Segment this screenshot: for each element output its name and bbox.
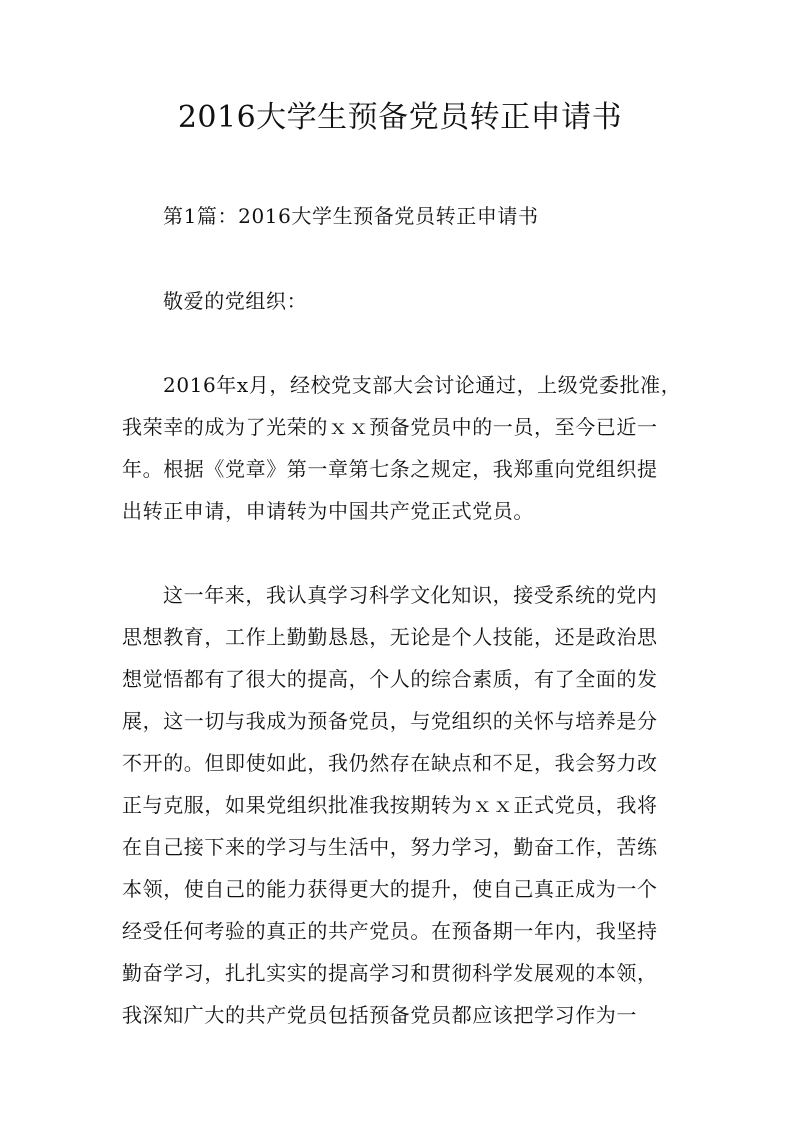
paragraph-2-line-10: 勤奋学习，扎扎实实的提高学习和贯彻科学发展观的本领， bbox=[122, 961, 658, 985]
paragraph-1-line-1: 2016年x月，经校党支部大会讨论通过，上级党委批准， bbox=[163, 373, 682, 397]
paragraph-2-line-7: 在自己接下来的学习与生活中，努力学习，勤奋工作，苦练 bbox=[122, 835, 658, 859]
paragraph-2-line-8: 本领，使自己的能力获得更大的提升，使自己真正成为一个 bbox=[122, 877, 658, 901]
paragraph-2-line-1: 这一年来，我认真学习科学文化知识，接受系统的党内 bbox=[163, 583, 658, 607]
paragraph-2-line-4: 展，这一切与我成为预备党员，与党组织的关怀与培养是分 bbox=[122, 709, 658, 733]
chapter-heading: 第1篇：2016大学生预备党员转正申请书 bbox=[163, 204, 539, 228]
paragraph-2-line-11: 我深知广大的共产党员包括预备党员都应该把学习作为一 bbox=[122, 1003, 637, 1027]
document-title: 2016大学生预备党员转正申请书 bbox=[177, 100, 623, 135]
paragraph-1-line-4: 出转正申请，申请转为中国共产党正式党员。 bbox=[122, 499, 534, 523]
salutation: 敬爱的党组织： bbox=[163, 289, 308, 313]
paragraph-2-line-6: 正与克服，如果党组织批准我按期转为ｘｘ正式党员，我将 bbox=[122, 793, 658, 817]
paragraph-2-line-2: 思想教育，工作上勤勤恳恳，无论是个人技能，还是政治思 bbox=[122, 625, 658, 649]
paragraph-1-line-2: 我荣幸的成为了光荣的ｘｘ预备党员中的一员，至今已近一 bbox=[122, 415, 658, 439]
paragraph-1-line-3: 年。根据《党章》第一章第七条之规定，我郑重向党组织提 bbox=[122, 457, 658, 481]
paragraph-2-line-5: 不开的。但即使如此，我仍然存在缺点和不足，我会努力改 bbox=[122, 751, 658, 775]
paragraph-2-line-9: 经受任何考验的真正的共产党员。在预备期一年内，我坚持 bbox=[122, 919, 658, 943]
paragraph-2-line-3: 想觉悟都有了很大的提高，个人的综合素质，有了全面的发 bbox=[122, 667, 658, 691]
